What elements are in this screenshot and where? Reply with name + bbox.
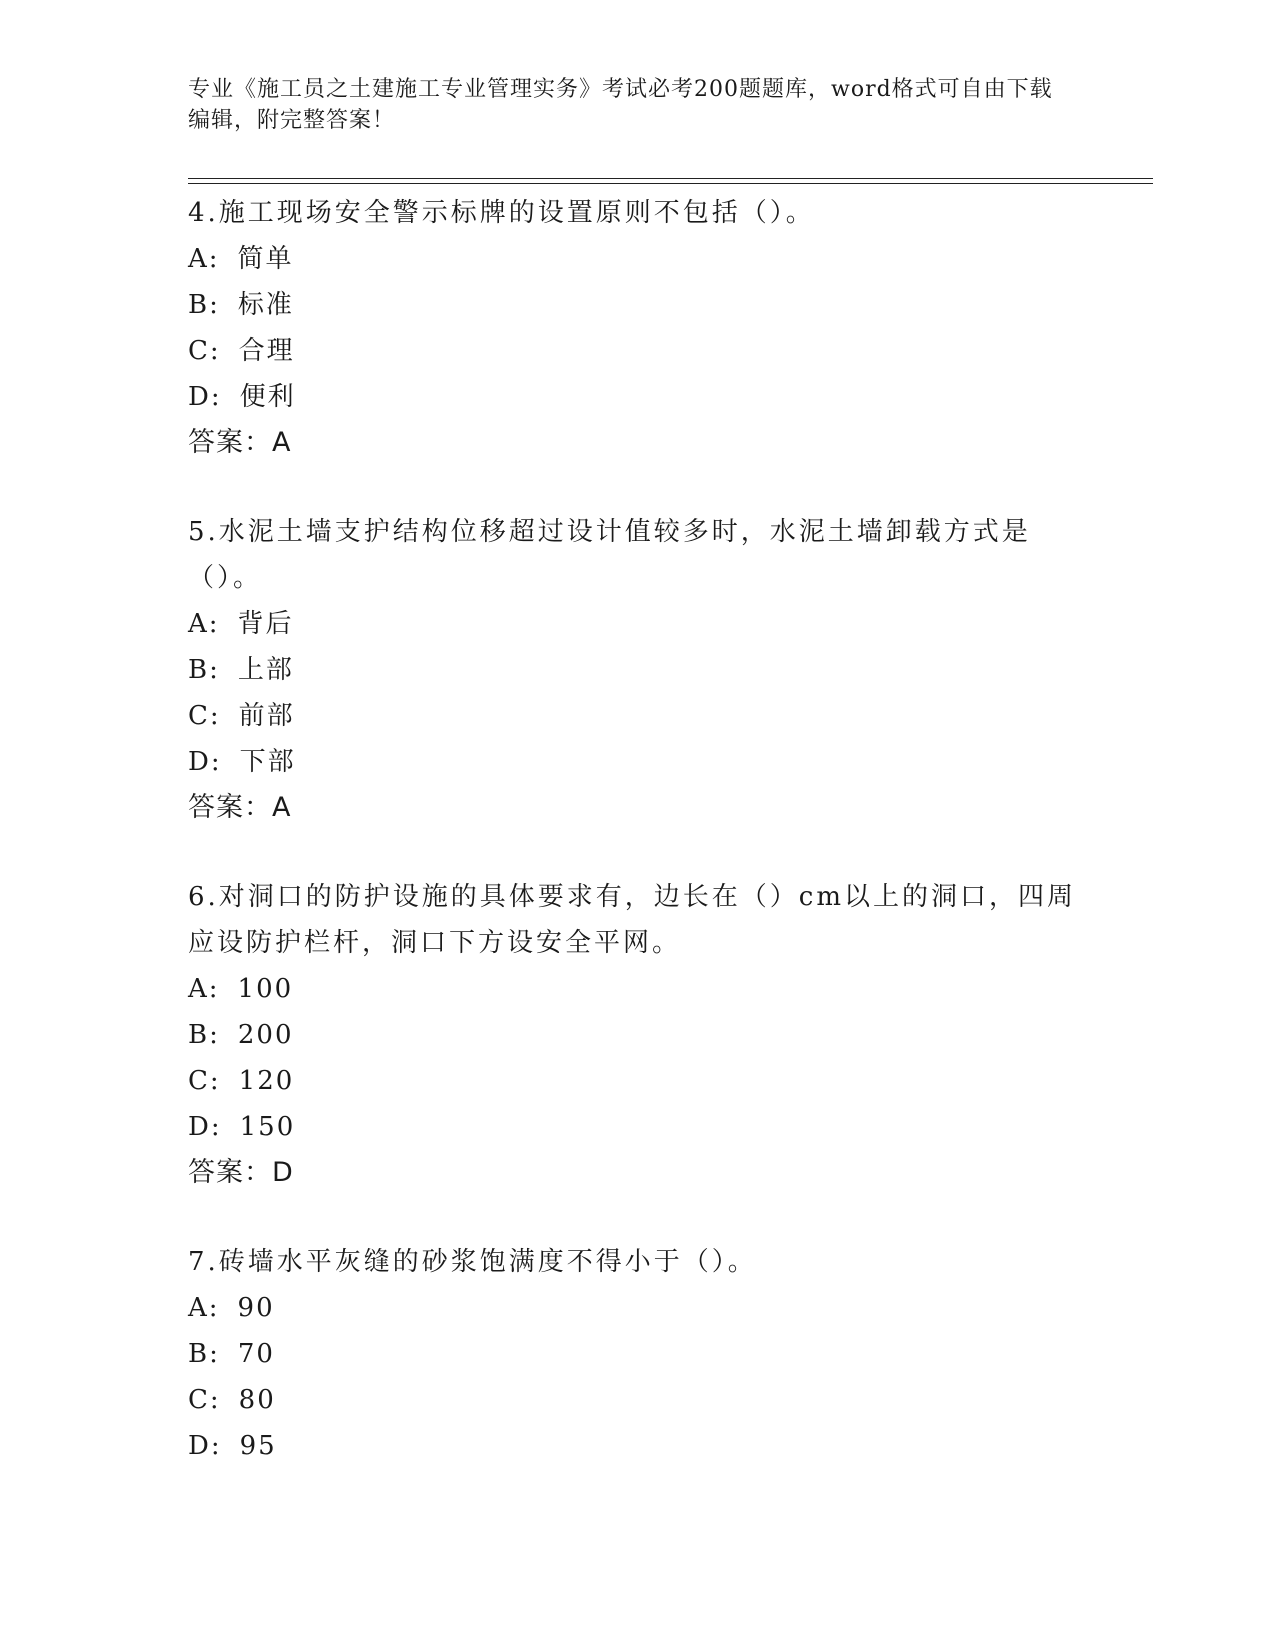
option-key: D: [188,382,222,412]
option-key: D: [188,1112,222,1142]
option-value: 合理 [238,336,295,366]
option-c [188,1058,1088,1104]
header-rule-bottom [188,183,1153,184]
option-key: A: [188,609,220,639]
option-b [188,1012,1088,1058]
option-value: 下部 [239,747,296,777]
document-header: 专业《施工员之土建施工专业管理实务》考试必考200题题库，word格式可自由下载编辑，附完整答案！ [188,77,1053,133]
answer-text: 答案：A [188,427,292,458]
option-key: B: [188,290,220,320]
option-d [188,739,1088,785]
option-value: 上部 [237,655,294,685]
option-d [188,1423,1088,1469]
option-key: D: [188,747,222,777]
question-text: 4.施工现场安全警示标牌的设置原则不包括（）。 [188,198,815,228]
option-key: C: [188,336,221,366]
option-value: 80 [238,1385,276,1415]
question-list [188,190,1088,1512]
option-key: A: [188,1293,220,1323]
option-b [188,1331,1088,1377]
question-text: 7.砖墙水平灰缝的砂浆饱满度不得小于（）。 [188,1247,757,1277]
option-value: 背后 [237,609,294,639]
header-rule-top [188,178,1153,179]
option-a [188,966,1088,1012]
option-value: 前部 [238,701,295,731]
question-4 [188,190,1088,466]
question-7 [188,1239,1088,1469]
question-text: 5.水泥土墙支护结构位移超过设计值较多时，水泥土墙卸载方式是（）。 [188,517,1031,593]
option-b [188,282,1088,328]
question-6 [188,874,1088,1196]
answer-text: 答案：D [188,1157,294,1188]
option-key: C: [188,1066,221,1096]
option-key: A: [188,244,220,274]
option-a [188,236,1088,282]
question-text: 6.对洞口的防护设施的具体要求有，边长在（）cm以上的洞口，四周应设防护栏杆，洞口下方设安全平网。 [188,882,1077,958]
option-c [188,1377,1088,1423]
option-value: 简单 [237,244,294,274]
option-value: 70 [237,1339,275,1369]
option-key: B: [188,1020,220,1050]
option-value: 120 [238,1066,295,1096]
option-d [188,1104,1088,1150]
option-a [188,1285,1088,1331]
option-value: 90 [237,1293,275,1323]
option-value: 100 [237,974,294,1004]
answer-text: 答案：A [188,792,292,823]
option-key: C: [188,701,221,731]
option-a [188,601,1088,647]
option-key: D: [188,1431,222,1461]
option-value: 200 [237,1020,294,1050]
option-d [188,374,1088,420]
option-b [188,647,1088,693]
question-5 [188,509,1088,831]
option-key: B: [188,655,220,685]
option-value: 95 [239,1431,277,1461]
option-value: 150 [239,1112,296,1142]
option-key: A: [188,974,220,1004]
option-value: 便利 [239,382,296,412]
option-value: 标准 [237,290,294,320]
option-key: C: [188,1385,221,1415]
option-c [188,693,1088,739]
option-c [188,328,1088,374]
option-key: B: [188,1339,220,1369]
